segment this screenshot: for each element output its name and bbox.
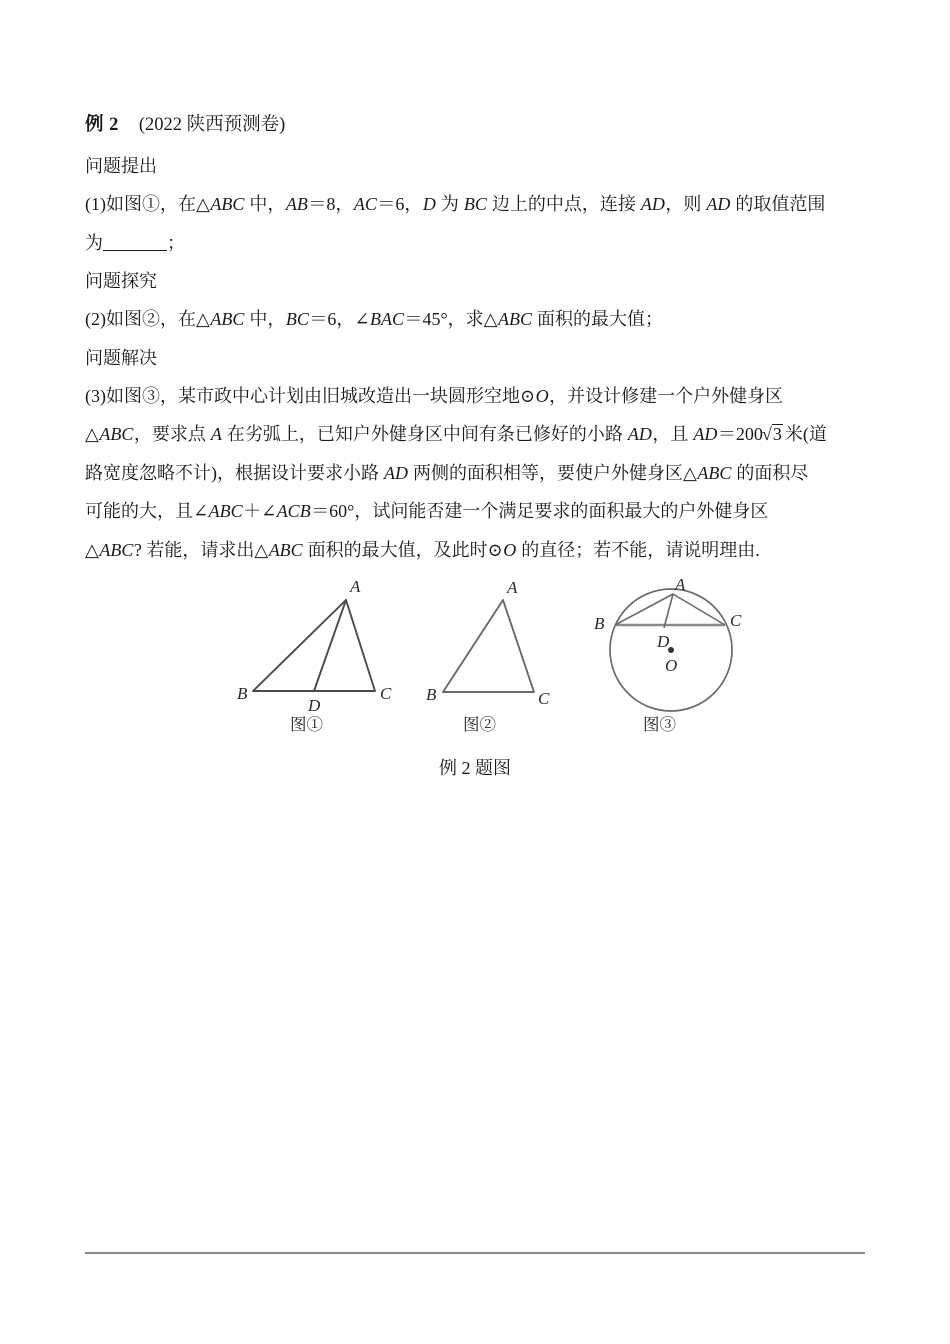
answer-blank-1[interactable] — [103, 232, 167, 251]
q3-l3-ad: AD — [384, 462, 408, 483]
q3-l2-b: ，要求点 — [133, 424, 211, 444]
q2-prefix: (2)如图②，在△ — [85, 309, 210, 329]
figure-3-label-A: A — [675, 575, 686, 594]
q3-l3-a: 路宽度忽略不计)，根据设计要求小路 — [85, 462, 384, 483]
q2-eq1: ＝6，∠ — [309, 309, 370, 329]
q1-mid2: 为 — [436, 194, 464, 214]
figure-3-label-B: B — [594, 614, 605, 633]
figure-2 — [415, 578, 555, 743]
q1-mid3: 边上的中点，连接 — [487, 194, 641, 214]
problem-body — [85, 110, 865, 569]
example-heading — [85, 110, 865, 140]
section-title-propose: 问题提出 — [85, 156, 157, 176]
q3-l4-b: ＋∠ — [243, 501, 277, 521]
q3-l5-abc: ABC — [99, 539, 134, 560]
q3-l2-eq: ＝200 — [717, 424, 763, 444]
figure-3-label-O: O — [665, 656, 678, 675]
q3-l4-c: ＝60°，试问能否建一个满足要求的面积最大的户外健身区 — [311, 501, 769, 521]
q3-l2-point-a: A — [210, 424, 222, 444]
q3-l5-c: 面积的最大值，及此时⊙ — [303, 539, 503, 560]
q1-bc: BC — [463, 194, 487, 214]
figure-2-label-A: A — [507, 578, 518, 597]
q3-l5-tri: △ — [85, 539, 99, 560]
q1-triangle-abc: ABC — [210, 194, 245, 214]
q1-ad-2: AD — [706, 194, 731, 214]
question-3-line-2 — [85, 415, 865, 454]
q2-tail: 面积的最大值； — [532, 309, 663, 329]
q3-l2-abc: ABC — [99, 424, 134, 444]
example-source: (2022 陕西预测卷) — [138, 115, 286, 135]
q3-l2-unit: 米(道 — [784, 424, 827, 444]
question-2 — [85, 300, 865, 339]
q3-l2-c: 在劣弧上，已知户外健身区中间有条已修好的小路 — [222, 424, 628, 444]
q1-answer-post: ； — [167, 232, 185, 253]
q3-l4-abc: ABC — [208, 501, 243, 521]
q3-l1-b: ，并设计修建一个户外健身区 — [549, 385, 784, 406]
q1-prefix: (1)如图①，在△ — [85, 194, 210, 214]
q3-l2-ad-2: AD — [693, 424, 718, 444]
figure-3-label-D: D — [657, 632, 670, 651]
figure-1-label-B: B — [237, 684, 248, 703]
q3-l2-ad: AD — [627, 424, 652, 444]
q1-answer-prefix: 为 — [85, 232, 103, 253]
figure-1-label-A: A — [350, 577, 361, 596]
q1-mid4: ，则 — [665, 194, 706, 214]
q3-l4-a: 可能的大，且∠ — [85, 501, 209, 521]
figure-1-drawing — [235, 578, 395, 708]
figure-3 — [585, 575, 765, 743]
figure-3-caption: 图③ — [643, 715, 676, 734]
sqrt-symbol — [763, 415, 785, 454]
figure-group-caption: 例 2 题图 — [439, 758, 511, 778]
question-1-answer-line — [85, 224, 865, 263]
q1-mid1: 中， — [244, 194, 286, 214]
q2-mid1: 中， — [244, 309, 286, 329]
q3-l5-abc-2: ABC — [268, 539, 303, 560]
q3-l4-acb: ACB — [276, 501, 311, 521]
q2-bac: BAC — [369, 309, 404, 329]
q3-l5-b: ? 若能，请求出△ — [133, 539, 269, 560]
q1-ab: AB — [285, 194, 308, 214]
question-3-line-5 — [85, 531, 865, 570]
q2-bc: BC — [285, 309, 309, 329]
q3-l2-d: ，且 — [652, 424, 693, 444]
question-3-line-1 — [85, 377, 865, 416]
q3-l3-c: 的面积尽 — [731, 462, 809, 483]
figure-1-caption: 图① — [290, 715, 323, 734]
q3-l1-a: (3)如图③，某市政中心计划由旧城改造出一块圆形空地⊙ — [85, 385, 536, 406]
q3-l3-abc: ABC — [697, 462, 732, 483]
figure-1 — [235, 578, 395, 743]
q1-ac: AC — [353, 194, 377, 214]
q1-tail: 的取值范围 — [730, 194, 826, 214]
question-3-line-3 — [85, 454, 865, 493]
q3-l5-d: 的直径；若不能，请说明理由. — [516, 539, 760, 560]
figure-3-label-C: C — [730, 611, 742, 630]
section-title-explore: 问题探究 — [85, 271, 157, 291]
question-3-line-4 — [85, 492, 865, 531]
q1-eq1: ＝8， — [308, 194, 354, 214]
figure-3-drawing — [585, 575, 765, 718]
footer-divider — [85, 1252, 865, 1254]
figure-1-label-D: D — [308, 696, 321, 715]
q1-d: D — [422, 194, 436, 214]
q3-l5-circle-o: O — [503, 539, 517, 560]
question-1 — [85, 185, 865, 224]
q2-triangle-abc-2: ABC — [498, 309, 532, 329]
figure-2-caption: 图② — [463, 715, 496, 734]
q3-circle-o: O — [535, 385, 549, 406]
example-number: 例 2 — [85, 115, 119, 135]
q2-triangle-abc: ABC — [210, 309, 245, 329]
q1-eq2: ＝6， — [377, 194, 423, 214]
q1-ad: AD — [640, 194, 665, 214]
figure-row — [85, 575, 865, 743]
q2-eq2: ＝45°，求△ — [404, 309, 498, 329]
section-title-solve: 问题解决 — [85, 347, 157, 368]
sqrt-radicand: 3 — [772, 424, 782, 444]
q3-l2-tri: △ — [85, 424, 99, 444]
figure-2-label-B: B — [426, 685, 437, 704]
figure-1-label-C: C — [380, 684, 392, 703]
figure-2-label-C: C — [538, 689, 550, 708]
q3-l3-b: 两侧的面积相等，要使户外健身区△ — [408, 462, 697, 483]
